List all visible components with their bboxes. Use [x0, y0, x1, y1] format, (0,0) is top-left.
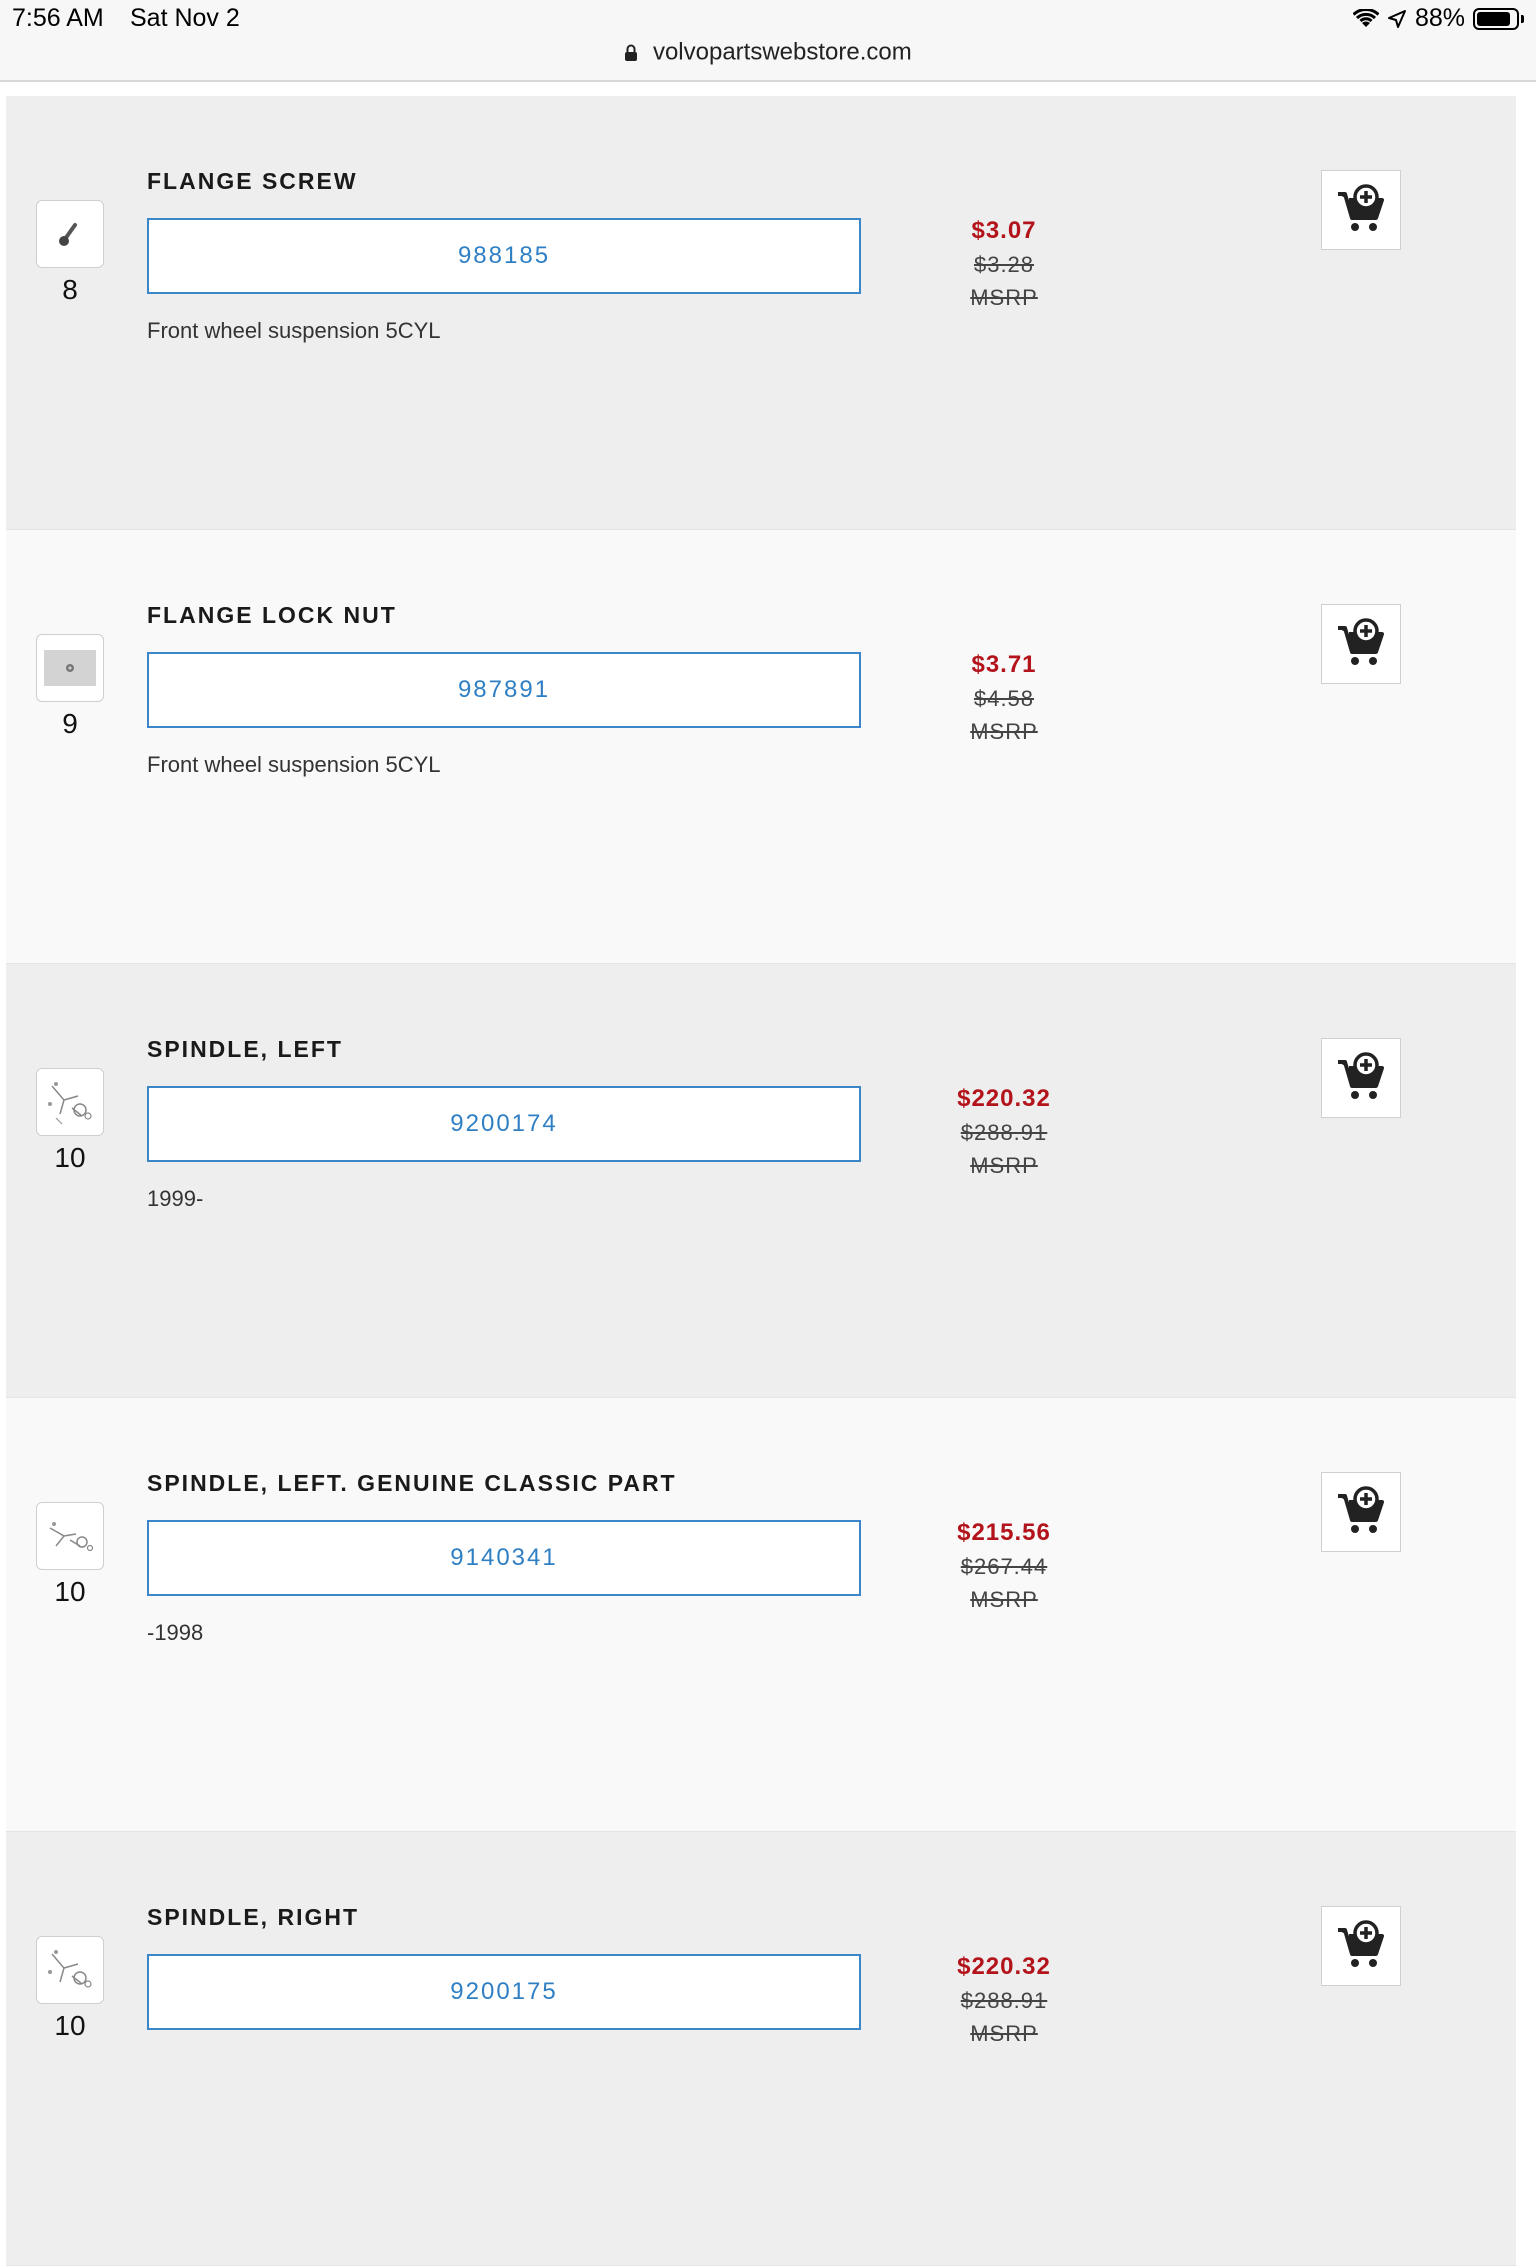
- battery-cap: [1521, 15, 1524, 23]
- msrp-price: $288.91: [960, 1120, 1048, 1145]
- add-to-cart-icon: [1335, 184, 1387, 236]
- msrp-price: $4.58: [973, 686, 1035, 711]
- msrp-price: $3.28: [973, 252, 1035, 277]
- price-block: [904, 1516, 1104, 1616]
- msrp-label: MSRP: [970, 1153, 1038, 1178]
- part-thumbnail[interactable]: [36, 634, 104, 702]
- price-block: [904, 214, 1104, 314]
- part-number-link[interactable]: 9200174: [147, 1086, 861, 1162]
- part-name: FLANGE LOCK NUT: [147, 602, 397, 628]
- part-row: [6, 1398, 1516, 1832]
- add-to-cart-button[interactable]: [1321, 170, 1401, 250]
- price-block: [904, 648, 1104, 748]
- part-thumbnail[interactable]: [36, 1502, 104, 1570]
- part-row: [6, 1832, 1516, 2266]
- parts-list: [6, 96, 1516, 2266]
- reference-number: 8: [62, 274, 78, 305]
- add-to-cart-icon: [1335, 1920, 1387, 1972]
- price-block: [904, 1950, 1104, 2050]
- reference-number: 9: [62, 708, 78, 739]
- msrp-price: $267.44: [960, 1554, 1048, 1579]
- sale-price: $220.32: [957, 1085, 1051, 1112]
- add-to-cart-icon: [1335, 1486, 1387, 1538]
- battery-icon: [1473, 8, 1519, 30]
- reference-number: 10: [54, 2010, 86, 2041]
- price-block: [904, 1082, 1104, 1182]
- part-name: SPINDLE, RIGHT: [147, 1904, 360, 1930]
- part-row: [6, 530, 1516, 964]
- msrp-label: MSRP: [970, 719, 1038, 744]
- add-to-cart-icon: [1335, 1052, 1387, 1104]
- part-thumbnail[interactable]: [36, 1936, 104, 2004]
- location-arrow-icon: [1387, 9, 1407, 29]
- battery-level: [1477, 12, 1510, 26]
- status-bar: [0, 0, 1536, 82]
- sale-price: $220.32: [957, 1953, 1051, 1980]
- msrp-label: MSRP: [970, 2021, 1038, 2046]
- part-number-link[interactable]: 9140341: [147, 1520, 861, 1596]
- add-to-cart-button[interactable]: [1321, 604, 1401, 684]
- msrp-label: MSRP: [970, 1587, 1038, 1612]
- part-description: Front wheel suspension 5CYL: [147, 752, 441, 777]
- add-to-cart-button[interactable]: [1321, 1472, 1401, 1552]
- msrp-label: MSRP: [970, 285, 1038, 310]
- add-to-cart-button[interactable]: [1321, 1906, 1401, 1986]
- part-name: FLANGE SCREW: [147, 168, 358, 194]
- add-to-cart-button[interactable]: [1321, 1038, 1401, 1118]
- part-row: [6, 96, 1516, 530]
- part-description: Front wheel suspension 5CYL: [147, 318, 441, 343]
- address-bar[interactable]: [0, 38, 1536, 67]
- reference-number: 10: [54, 1576, 86, 1607]
- spindle-diagram-icon: [42, 1074, 98, 1130]
- reference-number: 10: [54, 1142, 86, 1173]
- sale-price: $3.07: [971, 217, 1037, 244]
- part-number-link[interactable]: 9200175: [147, 1954, 861, 2030]
- part-description: 1999-: [147, 1186, 204, 1211]
- status-time: 7:56 AM: [12, 4, 104, 32]
- add-to-cart-icon: [1335, 618, 1387, 670]
- status-icons: [1353, 4, 1524, 33]
- part-row: [6, 964, 1516, 1398]
- sale-price: $215.56: [957, 1519, 1051, 1546]
- spindle-diagram-icon: [42, 1508, 98, 1564]
- part-name: SPINDLE, LEFT. GENUINE CLASSIC PART: [147, 1470, 677, 1496]
- screw-thumbnail-icon: [55, 219, 85, 249]
- part-description: -1998: [147, 1620, 204, 1645]
- status-date: Sat Nov 2: [130, 4, 240, 32]
- part-name: SPINDLE, LEFT: [147, 1036, 343, 1062]
- msrp-price: $288.91: [960, 1988, 1048, 2013]
- url-text: volvopartswebstore.com: [652, 38, 912, 66]
- spindle-diagram-icon: [42, 1942, 98, 1998]
- nut-thumbnail-icon: [43, 649, 97, 687]
- part-thumbnail[interactable]: [36, 1068, 104, 1136]
- part-thumbnail[interactable]: [36, 200, 104, 268]
- part-number-link[interactable]: 987891: [147, 652, 861, 728]
- wifi-icon: [1353, 9, 1379, 29]
- battery-percent: 88%: [1414, 4, 1465, 32]
- sale-price: $3.71: [971, 651, 1037, 678]
- part-number-link[interactable]: 988185: [147, 218, 861, 294]
- lock-icon: [624, 44, 638, 62]
